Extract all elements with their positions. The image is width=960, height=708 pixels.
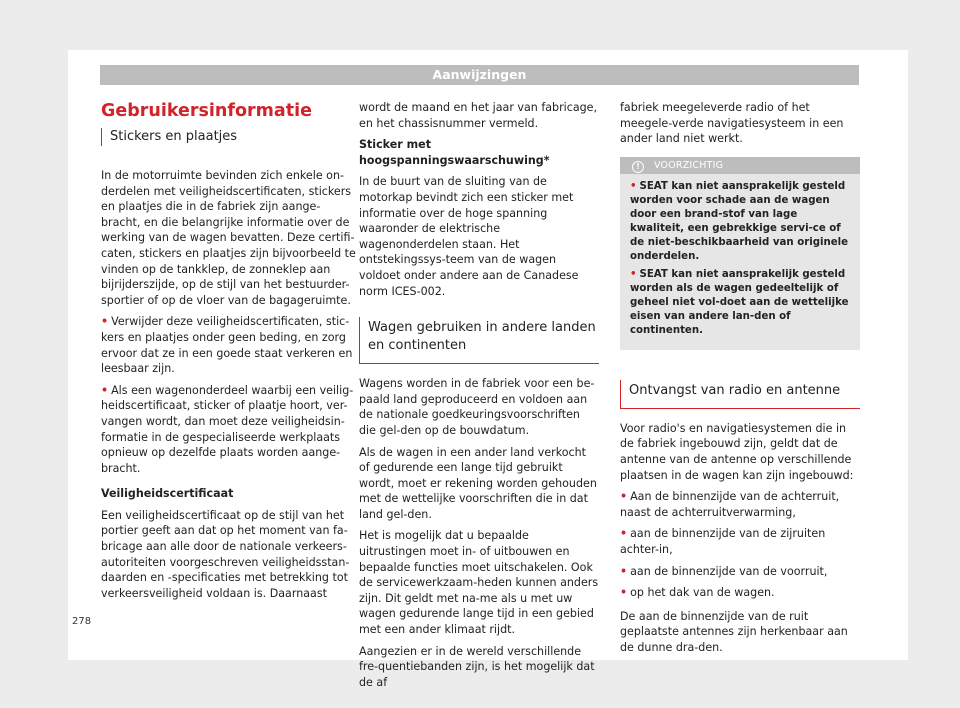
paragraph: Als de wagen in een ander land verkocht of gedurende een lange tijd gebruikt wordt, moet er rekening worden gehouden met de wettelijke voorschriften die in dat land gel-den. bbox=[359, 445, 597, 521]
bullet-icon: • bbox=[620, 527, 628, 541]
column-1 bbox=[101, 100, 359, 607]
bullet-icon: • bbox=[101, 383, 109, 397]
paragraph: De aan de binnenzijde van de ruit geplaatste antennes zijn herkenbaar aan de dunne dra-den. bbox=[620, 609, 848, 654]
bullet-text: Verwijder deze veiligheidscertificaten, stic-kers en plaatjes onder geen beding, en zorg ervoor dat ze in een goede staat verkeren en leesbaar zijn. bbox=[101, 315, 353, 376]
paragraph: In de buurt van de sluiting van de motorkap bevindt zich een sticker met informatie over de hoge spanning waaronder de elektrische wagenonderdelen staan. Het ontstekingssys-teem van de wagen voldoet onder andere aan de Canadese norm ICES-002. bbox=[359, 175, 579, 298]
bullet-item bbox=[630, 268, 850, 338]
section-heading: Wagen gebruiken in andere landen en continenten bbox=[359, 317, 599, 364]
bullet-icon: • bbox=[620, 586, 628, 600]
bullet-text: Als een wagenonderdeel waarbij een veilig-heidscertificaat, sticker of plaatje hoort, ver-vangen wordt, dan moet deze veiligheidsin-formatie in de gespecialiseerde werkplaats opnieuw op dezelfde plaats worden aange-bracht. bbox=[101, 383, 354, 475]
bullet-text: aan de binnenzijde van de zijruiten achter-in, bbox=[620, 527, 826, 556]
bullet-text: Aan de binnenzijde van de achterruit, naast de achterruitverwarming, bbox=[620, 490, 840, 519]
bullet-item bbox=[620, 585, 860, 601]
paragraph: Voor radio's en navigatiesystemen die in de fabriek ingebouwd zijn, geldt dat de antenne van de antenne op verschillende plaatsen in de wagen kan zijn ingebouwd: bbox=[620, 421, 854, 482]
bullet-text: op het dak van de wagen. bbox=[630, 586, 775, 600]
bullet-text: SEAT kan niet aansprakelijk gesteld worden als de wagen gedeeltelijk of geheel niet vol-doet aan de wettelijke eisen van andere lan-den of continenten. bbox=[630, 268, 849, 336]
caution-body bbox=[620, 174, 860, 338]
bullet-icon: • bbox=[630, 268, 637, 280]
column-2 bbox=[359, 100, 599, 696]
bullet-icon: • bbox=[620, 564, 628, 578]
bullet-text: aan de binnenzijde van de voorruit, bbox=[630, 564, 828, 578]
paragraph: Een veiligheidscertificaat op de stijl van het portier geeft aan dat op het moment van fa-bricage aan alle door de nationale verkeers-autoriteiten voorgeschreven veiligheidsstan-daarden en -specificaties met betrekking tot verkeersveiligheid voldaan is. Daarnaast bbox=[101, 508, 350, 600]
column-3 bbox=[620, 100, 860, 662]
bullet-item bbox=[620, 526, 860, 557]
paragraph: wordt de maand en het jaar van fabricage, en het chassisnummer vermeld. bbox=[359, 101, 598, 130]
subheading: Sticker met hoogspanningswaarschuwing* bbox=[359, 138, 550, 167]
bullet-item bbox=[620, 489, 860, 520]
bullet-item bbox=[620, 564, 860, 580]
section-heading: Ontvangst van radio en antenne bbox=[620, 380, 860, 409]
bullet-item bbox=[101, 314, 359, 376]
bullet-item bbox=[630, 180, 850, 264]
chapter-header: Aanwijzingen bbox=[100, 65, 859, 85]
bullet-icon: • bbox=[630, 180, 637, 192]
paragraph: Wagens worden in de fabriek voor een be-paald land geproduceerd en voldoen aan de nationale goedkeuringsvoorschriften die gel-den op de bouwdatum. bbox=[359, 377, 595, 437]
bullet-item bbox=[101, 383, 359, 477]
page-number: 278 bbox=[72, 616, 92, 627]
page-title: Gebruikersinformatie bbox=[101, 101, 312, 121]
paragraph: fabriek meegeleverde radio of het meegele-verde navigatiesysteem in een ander land niet werkt. bbox=[620, 101, 844, 146]
bullet-icon: • bbox=[620, 490, 628, 504]
warning-icon: ! bbox=[632, 161, 644, 173]
caution-label: VOORZICHTIG bbox=[654, 159, 724, 171]
paragraph: In de motorruimte bevinden zich enkele on-derdelen met veiligheidscertificaten, stickers en plaatjes die in de fabriek zijn aange-bracht, en die belangrijke informatie over de werking van de wagen bevatten. Deze certifi-caten, stickers en plaatjes zijn bijvoorbeeld te vinden op de tankklep, de zonneklep aan bijrijderszijde, op de stijl van het bestuurder-sportier of op de vloer van de bagageruimte. bbox=[101, 169, 356, 307]
subheading: Veiligheidscertificaat bbox=[101, 487, 234, 501]
paragraph: Aangezien er in de wereld verschillende fre-quentiebanden zijn, is het mogelijk dat de af bbox=[359, 644, 595, 689]
caution-header bbox=[620, 157, 860, 174]
caution-box bbox=[620, 157, 860, 350]
paragraph: Het is mogelijk dat u bepaalde uitrustingen moet in- of uitbouwen en bepaalde functies moet uitschakelen. Ook de servicewerkzaam-heden kunnen anders zijn. Dit geldt met na-me als u met uw wagen gedurende lange tijd in een gebied met een ander klimaat rijdt. bbox=[359, 529, 599, 637]
section-subtitle: Stickers en plaatjes bbox=[101, 128, 359, 146]
bullet-icon: • bbox=[101, 315, 109, 329]
bullet-text: SEAT kan niet aansprakelijk gesteld worden voor schade aan de wagen door een brand-stof van lage kwaliteit, een gebrekkige servi-ce of de niet-beschikbaarheid van originele onderdelen. bbox=[630, 180, 849, 262]
